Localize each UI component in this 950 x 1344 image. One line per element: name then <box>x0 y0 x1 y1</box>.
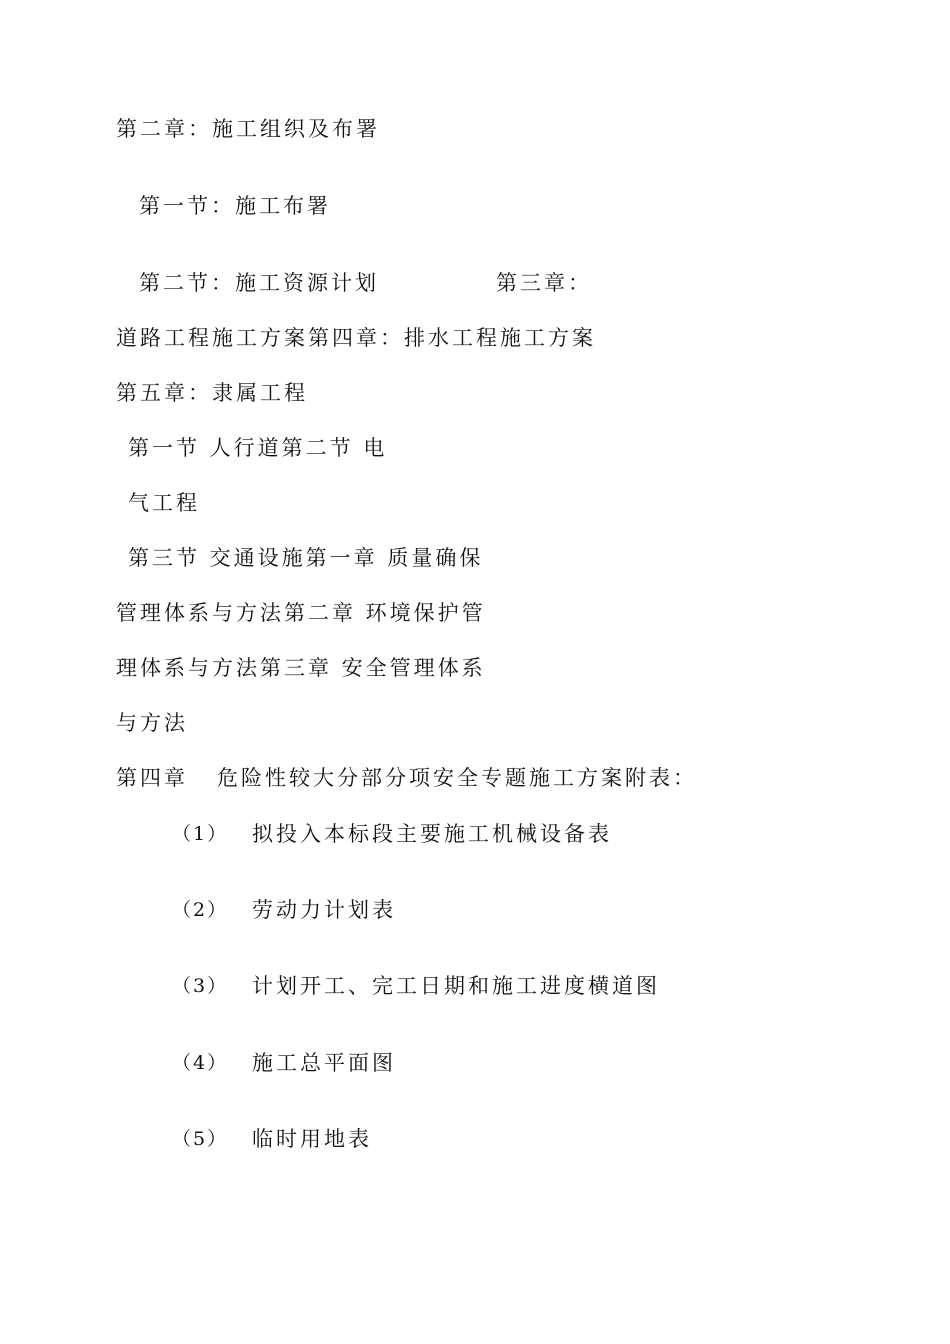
chapter-4-heading: 第四章 危险性较大分部分项安全专题施工方案附表： <box>116 766 698 790</box>
toc-line: 第一节 人行道第二节 电 <box>128 436 388 460</box>
section-1-heading: 第一节：施工布署 <box>139 194 331 218</box>
appendix-item-number: （4） <box>172 1052 229 1074</box>
toc-line: 理体系与方法第三章 安全管理体系 <box>116 656 486 680</box>
appendix-item-number: （1） <box>172 823 229 845</box>
chapter-5-heading: 第五章：隶属工程 <box>116 381 308 405</box>
toc-line: 第三节 交通设施第一章 质量确保 <box>128 546 484 570</box>
toc-line: 与方法 <box>116 711 188 735</box>
appendix-item-text: 计划开工、完工日期和施工进度横道图 <box>252 974 660 998</box>
appendix-item-text: 临时用地表 <box>252 1127 372 1151</box>
chapter-3-heading: 第三章： <box>496 271 592 295</box>
appendix-item-text: 劳动力计划表 <box>252 898 396 922</box>
chapter-2-heading: 第二章：施工组织及布署 <box>116 117 380 141</box>
appendix-item-number: （3） <box>172 975 229 997</box>
appendix-item-number: （5） <box>172 1128 229 1150</box>
toc-line: 道路工程施工方案第四章：排水工程施工方案 <box>116 326 596 350</box>
appendix-item-text: 施工总平面图 <box>252 1051 396 1075</box>
section-2-heading: 第二节：施工资源计划 <box>139 271 379 295</box>
toc-line: 气工程 <box>128 491 200 515</box>
appendix-item-text: 拟投入本标段主要施工机械设备表 <box>252 822 612 846</box>
toc-line: 管理体系与方法第二章 环境保护管 <box>116 601 486 625</box>
appendix-item-number: （2） <box>172 899 229 921</box>
